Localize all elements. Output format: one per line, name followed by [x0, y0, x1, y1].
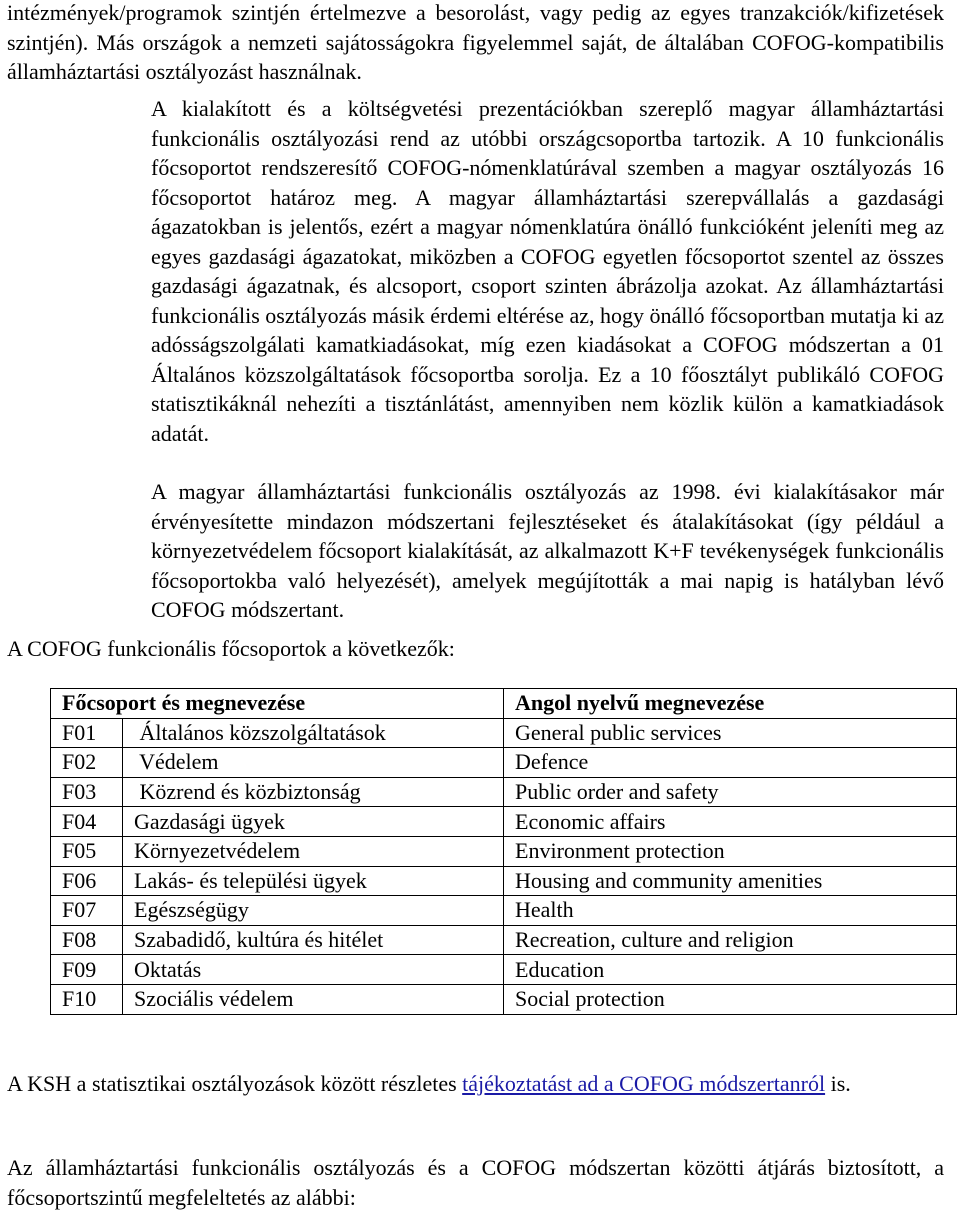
group-name-hu: Oktatás: [123, 955, 504, 985]
group-name-en: Health: [504, 896, 957, 926]
group-name-hu: Lakás- és települési ügyek: [123, 866, 504, 896]
table-row: [51, 866, 957, 896]
ksh-text-before-link: A KSH a statisztikai osztályozások között részletes: [7, 1071, 463, 1096]
table-row: [51, 836, 957, 866]
group-name-en: Education: [504, 955, 957, 985]
cofog-table: [50, 688, 957, 1015]
indented-paragraph-1: A kialakított és a költségvetési prezentációkban szereplő magyar államháztartási funkcionális osztályozási rend az utóbbi országcsoportba tartozik. A 10 funkcionális főcsoportot rendszeresítő COFOG-nómenklatúrával szemben a magyar osztályozás 16 főcsoportot határoz meg. A magyar államháztartási szerepvállalás a gazdasági ágazatokban is jelentős, ezért a magyar nómenklatúra önálló funkcióként jeleníti meg az egyes gazdasági ágazatokat, miközben a COFOG egyetlen főcsoportot szentel az összes gazdasági ágazatnak, és alcsoport, csoport szinten ábrázolja azokat. Az államháztartási funkcionális osztályozás másik érdemi eltérése az, hogy önálló főcsoportban mutatja ki az adósságszolgálati kamatkiadásokat, míg ezen kiadásokat a COFOG módszertan a 01 Általános közszolgáltatások főcsoportba sorolja. Ez a 10 főosztályt publikáló COFOG statisztikáknál nehezíti a tisztánlátást, amennyiben nem közlik külön a kamatkiadások adatát.: [151, 96, 944, 446]
group-name-hu: Általános közszolgáltatások: [123, 718, 504, 748]
ksh-text-after-link: is.: [825, 1071, 851, 1096]
group-code: F06: [51, 866, 123, 896]
header-english-name: Angol nyelvű megnevezése: [504, 689, 957, 719]
group-name-en: Recreation, culture and religion: [504, 925, 957, 955]
group-name-hu: Közrend és közbiztonság: [123, 777, 504, 807]
group-name-en: General public services: [504, 718, 957, 748]
atjaras-paragraph: Az államháztartási funkcionális osztályozás és a COFOG módszertan közötti átjárás biztosított, a főcsoportszintű megfeleltetés az alábbi:: [7, 1155, 944, 1210]
group-code: F03: [51, 777, 123, 807]
list-intro: A COFOG funkcionális főcsoportok a következők:: [7, 636, 455, 661]
group-name-hu: Szociális védelem: [123, 984, 504, 1014]
group-code: F04: [51, 807, 123, 837]
group-name-en: Defence: [504, 748, 957, 778]
group-code: F05: [51, 836, 123, 866]
ksh-paragraph: [7, 1069, 944, 1099]
group-name-hu: Védelem: [123, 748, 504, 778]
group-name-en: Social protection: [504, 984, 957, 1014]
table-row: [51, 984, 957, 1014]
table-row: [51, 955, 957, 985]
table-row: [51, 718, 957, 748]
table-row: [51, 777, 957, 807]
group-code: F07: [51, 896, 123, 926]
cofog-methodology-link[interactable]: tájékoztatást ad a COFOG módszertanról: [462, 1071, 826, 1096]
header-main-group: Főcsoport és megnevezése: [51, 689, 504, 719]
group-name-hu: Környezetvédelem: [123, 836, 504, 866]
group-code: F01: [51, 718, 123, 748]
table-row: [51, 807, 957, 837]
table-row: [51, 925, 957, 955]
group-name-en: Public order and safety: [504, 777, 957, 807]
group-name-en: Environment protection: [504, 836, 957, 866]
indented-paragraph-2: A magyar államháztartási funkcionális osztályozás az 1998. évi kialakításakor már érvényesítette mindazon módszertani fejlesztéseket és átalakításokat (így például a környezetvédelem főcsoport kialakítását, az alkalmazott K+F tevékenységek funkcionális főcsoportokba való helyezését), amelyek megújították a mai napig is hatályban lévő COFOG módszertant.: [151, 479, 944, 622]
group-name-en: Economic affairs: [504, 807, 957, 837]
group-name-hu: Szabadidő, kultúra és hitélet: [123, 925, 504, 955]
table-header-row: [51, 689, 957, 719]
group-code: F10: [51, 984, 123, 1014]
group-code: F02: [51, 748, 123, 778]
group-name-hu: Gazdasági ügyek: [123, 807, 504, 837]
group-name-en: Housing and community amenities: [504, 866, 957, 896]
group-code: F08: [51, 925, 123, 955]
group-name-hu: Egészségügy: [123, 896, 504, 926]
intro-paragraph: intézmények/programok szintjén értelmezve a besorolást, vagy pedig az egyes tranzakciók/kifizetések szintjén). Más országok a nemzeti sajátosságokra figyelemmel saját, de általában COFOG-kompatibilis államháztartási osztályozást használnak.: [7, 0, 944, 84]
table-row: [51, 748, 957, 778]
group-code: F09: [51, 955, 123, 985]
table-row: [51, 896, 957, 926]
